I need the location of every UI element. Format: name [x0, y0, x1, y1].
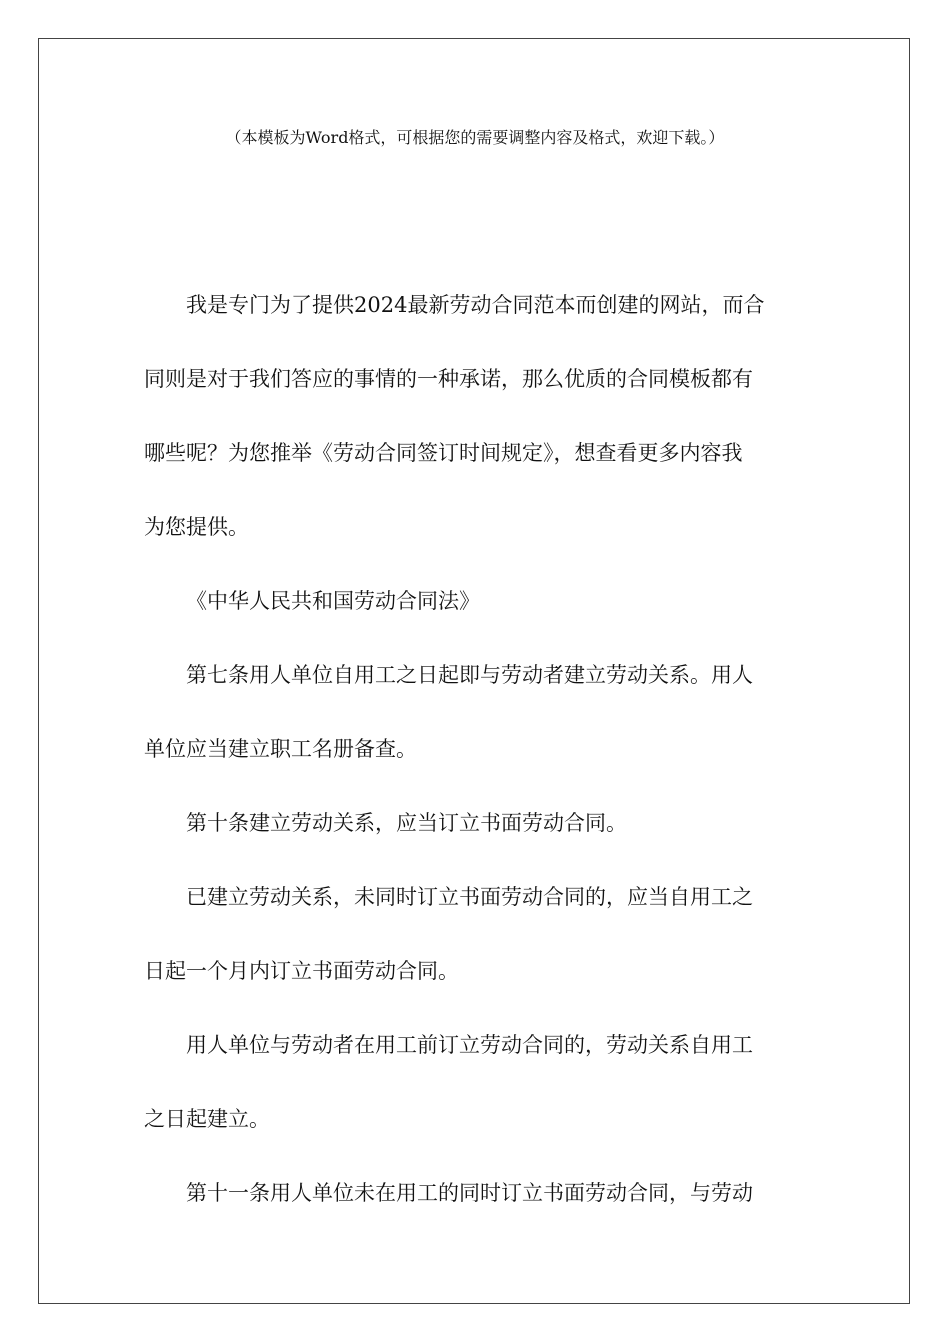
text-line: 第十条建立劳动关系，应当订立书面劳动合同。	[186, 811, 627, 835]
text-line: 之日起建立。	[144, 1107, 270, 1131]
text-line: 日起一个月内订立书面劳动合同。	[144, 959, 459, 983]
text-line: 第十一条用人单位未在用工的同时订立书面劳动合同，与劳动	[186, 1181, 753, 1205]
paragraph-intro	[144, 268, 804, 564]
text-line: 第七条用人单位自用工之日起即与劳动者建立劳动关系。用人	[186, 663, 753, 687]
paragraph-article-7	[144, 638, 804, 786]
text-line: 单位应当建立职工名册备查。	[144, 737, 417, 761]
text-line: 为您提供。	[144, 515, 249, 539]
text-line: 《中华人民共和国劳动合同法》	[186, 589, 480, 613]
paragraph-article-10-clause-3	[144, 1008, 804, 1156]
template-notice: （本模板为Word格式，可根据您的需要调整内容及格式，欢迎下载。）	[225, 128, 725, 147]
paragraph-article-11	[144, 1156, 804, 1230]
document-body	[144, 268, 804, 1230]
paragraph-article-10-clause-2	[144, 860, 804, 1008]
text-line: 哪些呢？为您推举《劳动合同签订时间规定》，想查看更多内容我	[144, 441, 743, 465]
text-line: 同则是对于我们答应的事情的一种承诺，那么优质的合同模板都有	[144, 367, 753, 391]
paragraph-law-title	[144, 564, 804, 638]
text-line: 我是专门为了提供2024最新劳动合同范本而创建的网站，而合	[186, 293, 765, 317]
text-line: 用人单位与劳动者在用工前订立劳动合同的，劳动关系自用工	[186, 1033, 753, 1057]
paragraph-article-10	[144, 786, 804, 860]
text-line: 已建立劳动关系，未同时订立书面劳动合同的，应当自用工之	[186, 885, 753, 909]
